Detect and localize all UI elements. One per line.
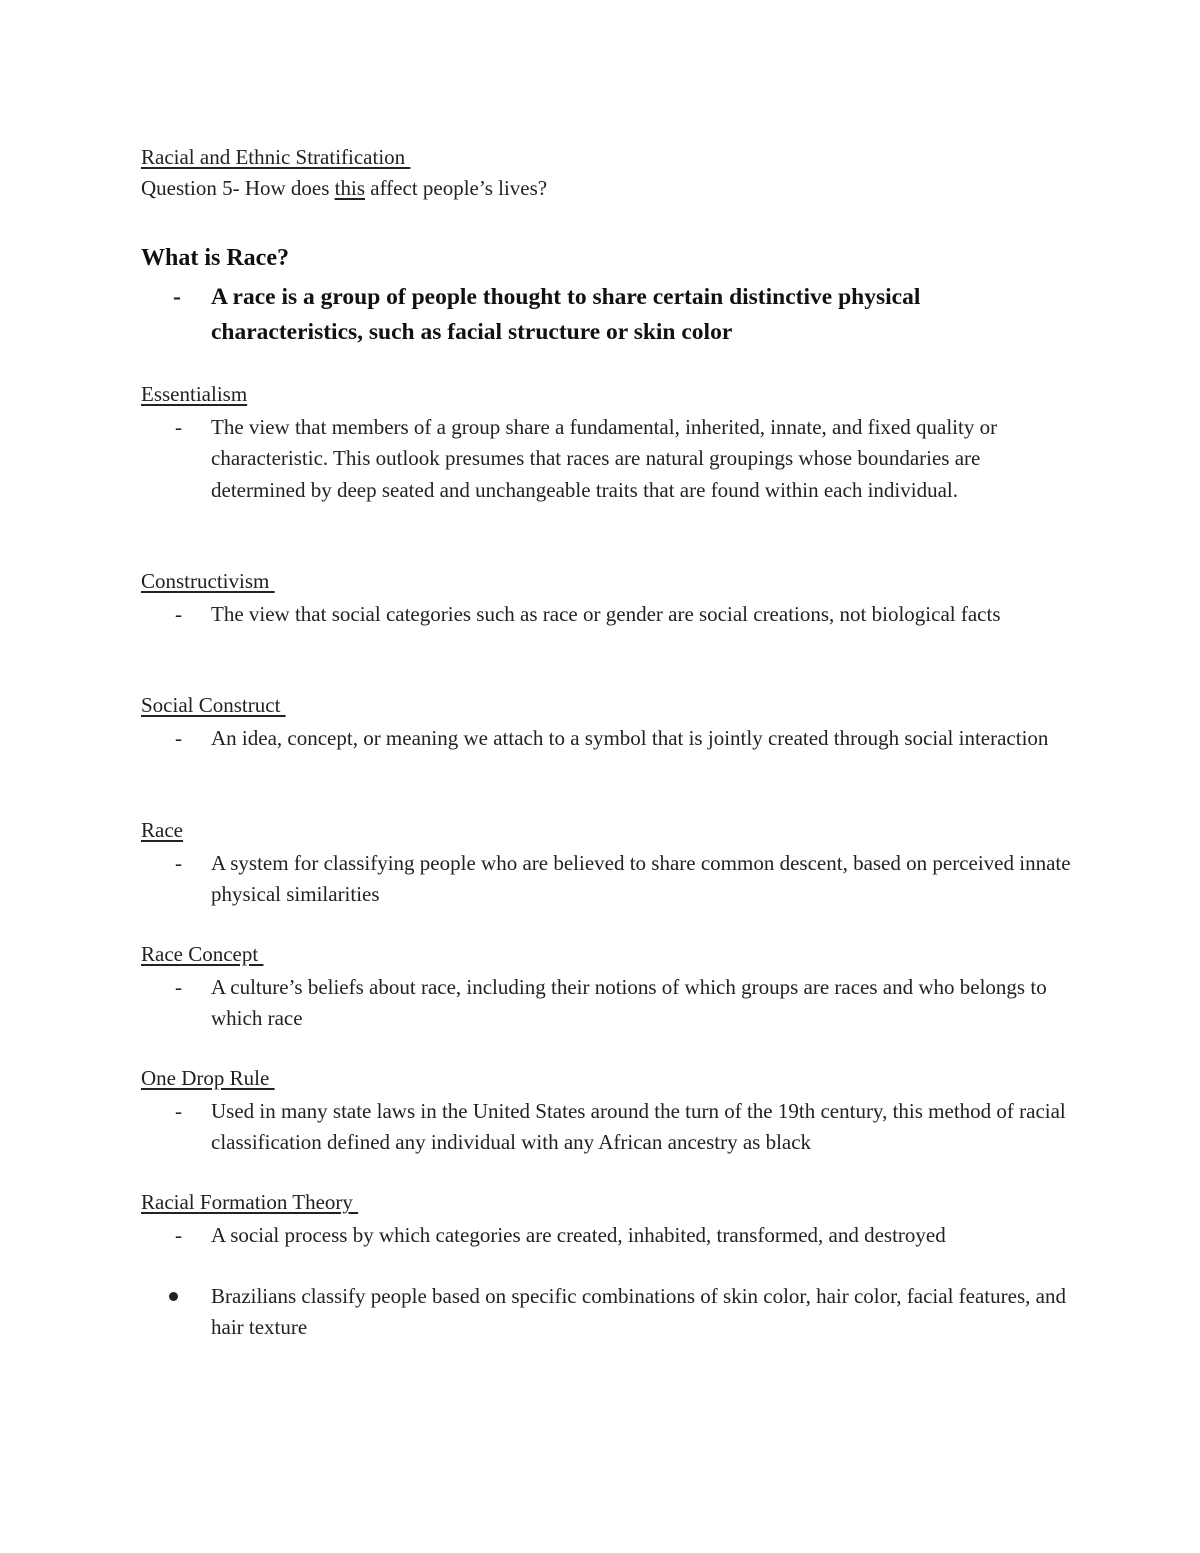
- definition-item: [141, 599, 1071, 630]
- question-prefix: Question 5- How does: [141, 176, 335, 200]
- term-heading: Race: [141, 818, 183, 842]
- section-social-construct: [141, 692, 1071, 754]
- definition-text: A system for classifying people who are believed to share common descent, based on perceived innate physical similarities: [211, 851, 1071, 907]
- term-heading: Racial Formation Theory: [141, 1190, 359, 1214]
- bullet-dash: -: [173, 284, 181, 310]
- bullet-dash: -: [175, 602, 182, 626]
- bullet-dot-icon: [169, 1292, 178, 1301]
- section-essentialism: [141, 381, 1071, 506]
- section-race: [141, 817, 1071, 911]
- definition-text: Used in many state laws in the United States around the turn of the 19th century, this method of racial classification defined any individual with any African ancestry as black: [211, 1099, 1066, 1155]
- main-heading: What is Race?: [141, 245, 289, 271]
- term-heading: Race Concept: [141, 942, 264, 966]
- term-heading: One Drop Rule: [141, 1066, 275, 1090]
- definition-text: An idea, concept, or meaning we attach to a symbol that is jointly created through social interaction: [211, 726, 1049, 750]
- bullet-dash: -: [175, 1099, 182, 1123]
- closing-bullet-text: Brazilians classify people based on specific combinations of skin color, hair color, facial features, and hair texture: [211, 1284, 1066, 1340]
- definition-text: The view that members of a group share a fundamental, inherited, innate, and fixed quality or characteristic. This outlook presumes that races are natural groupings whose boundaries are determined by deep seated and unchangeable traits that are found within each individual.: [211, 415, 998, 502]
- document-title: Racial and Ethnic Stratification: [141, 145, 411, 169]
- question-suffix: affect people’s lives?: [365, 176, 548, 200]
- bullet-dash: -: [175, 975, 182, 999]
- bullet-dash: -: [175, 851, 182, 875]
- section-one-drop-rule: [141, 1065, 1071, 1159]
- question-emphasis: this: [334, 176, 365, 200]
- bullet-dash: -: [175, 415, 182, 439]
- definition-text: A social process by which categories are created, inhabited, transformed, and destroyed: [211, 1223, 946, 1247]
- term-heading: Essentialism: [141, 382, 248, 406]
- definition-item: [141, 723, 1071, 754]
- bullet-dash: -: [175, 1223, 182, 1247]
- definition-item: [141, 1220, 1071, 1251]
- closing-bullet: [141, 1281, 1071, 1344]
- question-line: [141, 175, 547, 201]
- bullet-dash: -: [175, 726, 182, 750]
- term-heading: Social Construct: [141, 693, 286, 717]
- section-constructivism: [141, 568, 1071, 630]
- main-bullet-text: A race is a group of people thought to share certain distinctive physical characteristics, such as facial structure or skin color: [211, 284, 921, 345]
- definition-item: [141, 1096, 1071, 1159]
- definition-item: [141, 412, 1071, 506]
- term-heading: Constructivism: [141, 569, 275, 593]
- definition-item: [141, 848, 1071, 911]
- definition-text: The view that social categories such as race or gender are social creations, not biological facts: [211, 602, 1001, 626]
- definition-text: A culture’s beliefs about race, including their notions of which groups are races and who belongs to which race: [211, 975, 1047, 1031]
- section-race-concept: [141, 941, 1071, 1035]
- definition-item: [141, 972, 1071, 1035]
- section-racial-formation-theory: [141, 1189, 1071, 1251]
